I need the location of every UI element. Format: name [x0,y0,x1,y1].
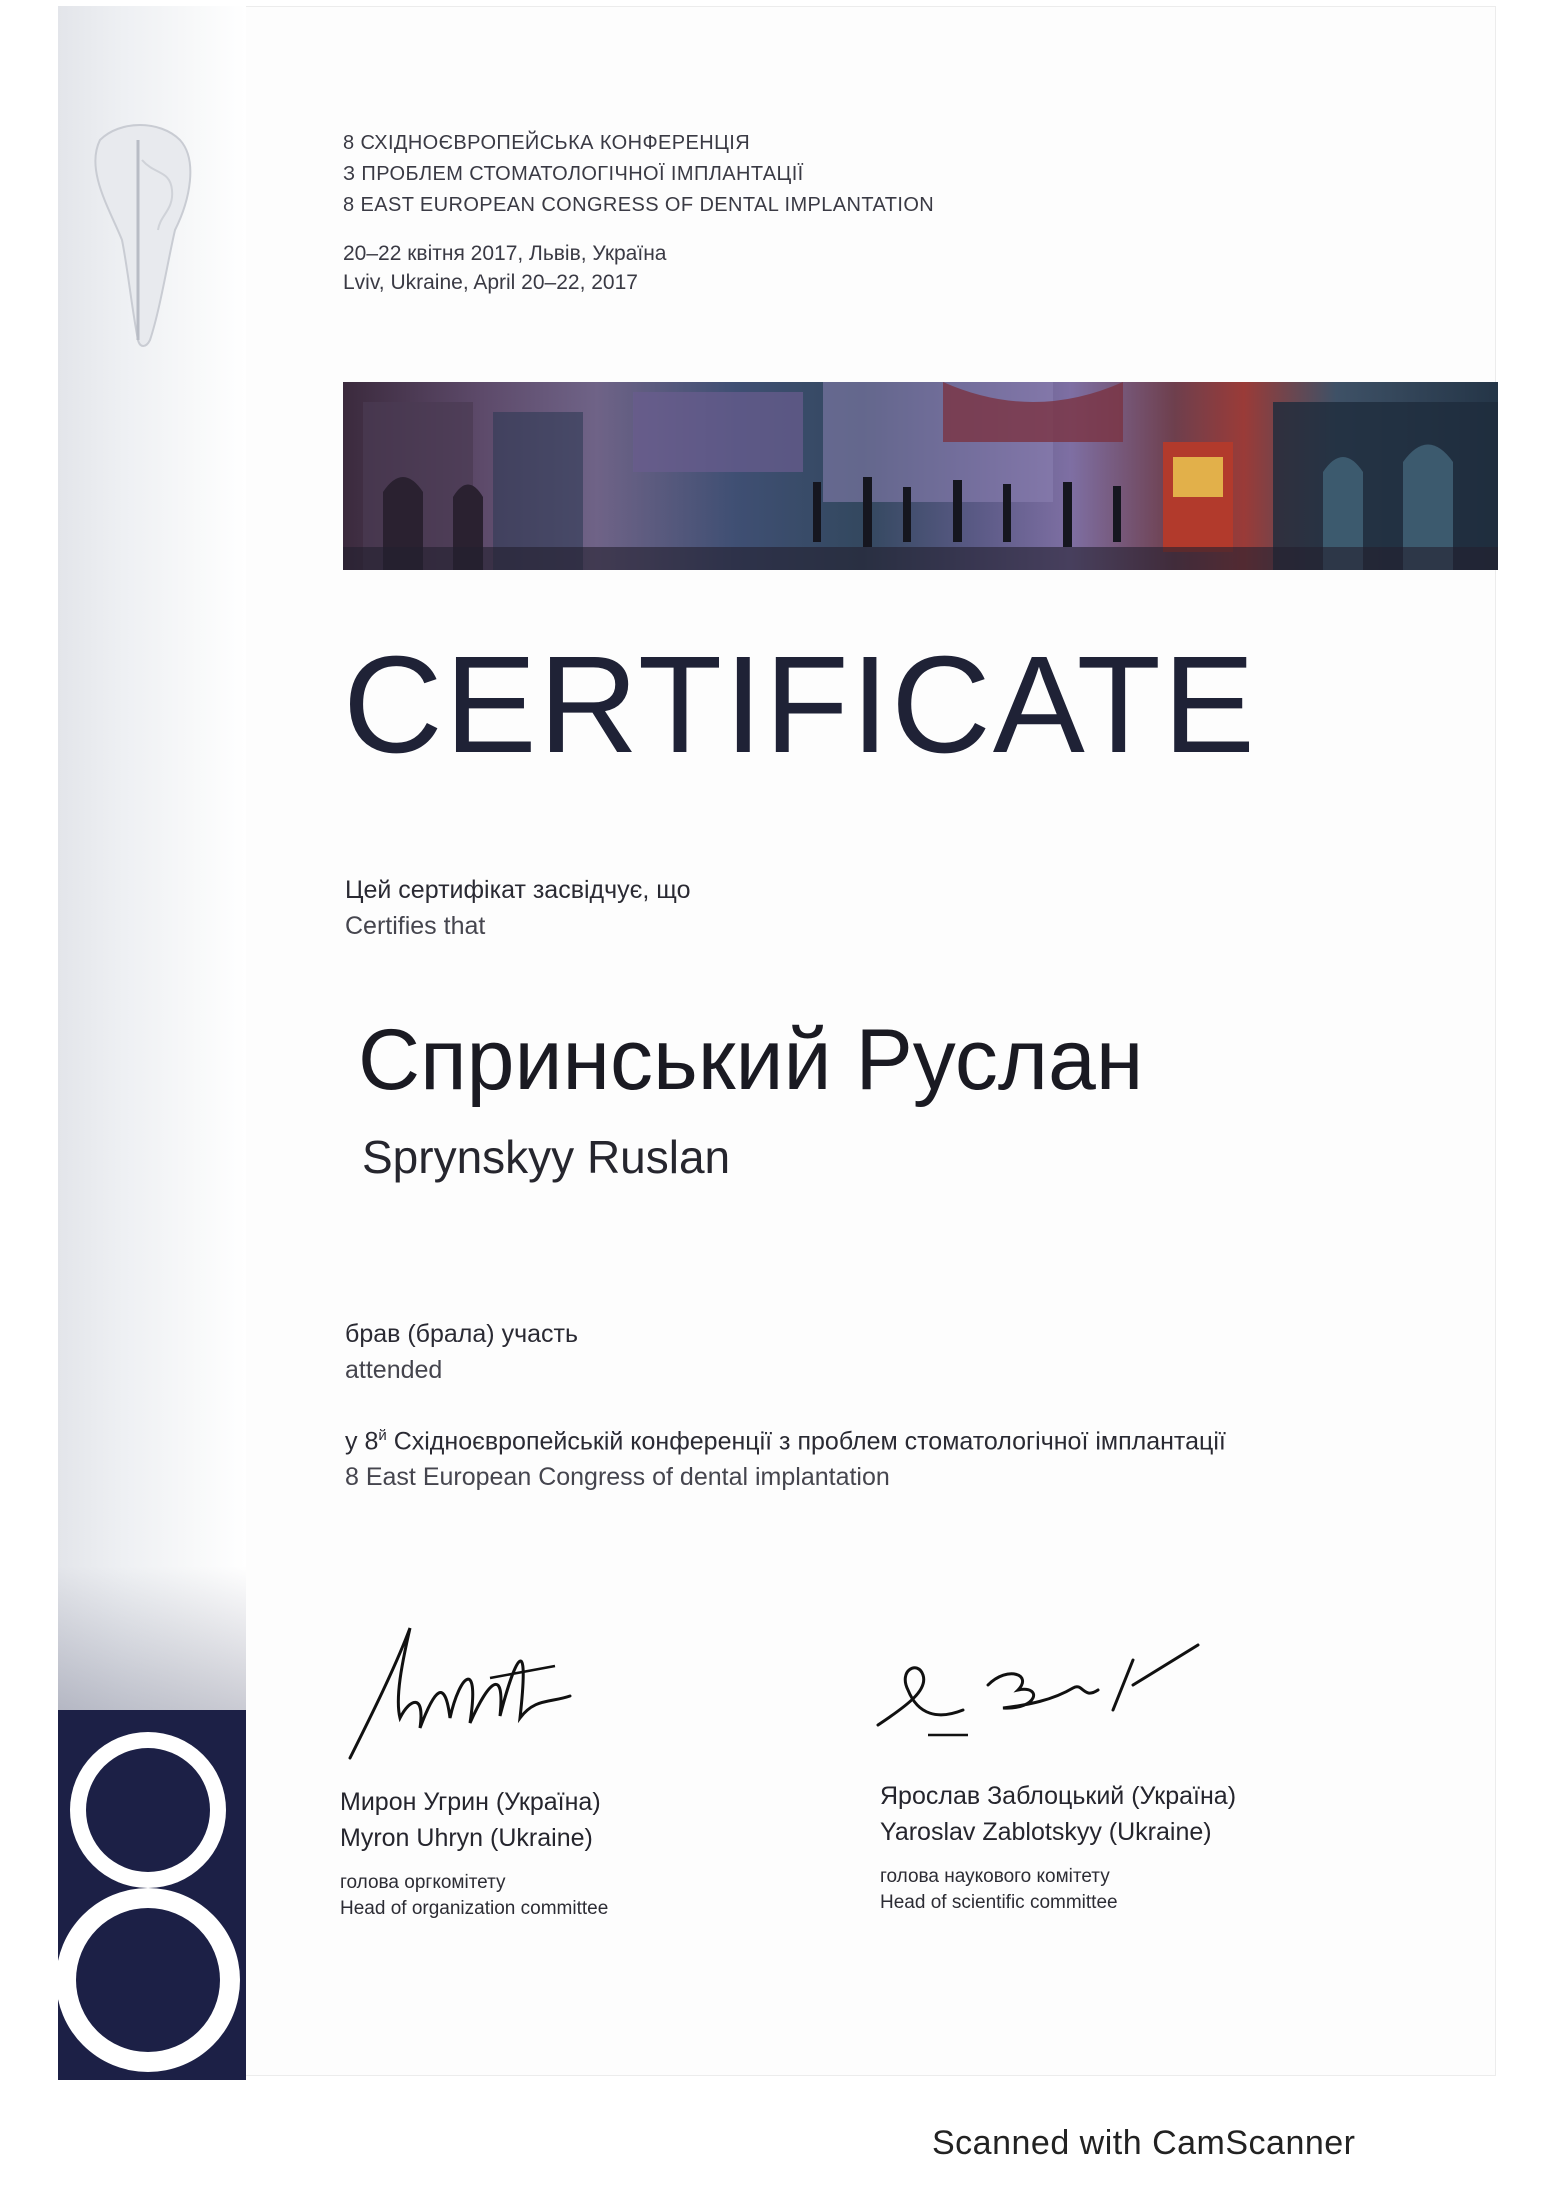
signatory-2-name-en: Yaroslav Zablotskyy (Ukraine) [880,1818,1212,1846]
signatory-2 [880,1778,1236,1916]
tooth-logo-icon [80,120,200,350]
camscanner-watermark: Scanned with CamScanner [932,2124,1356,2162]
header-line-ua-1: 8 СХІДНОЄВРОПЕЙСЬКА КОНФЕРЕНЦІЯ [343,132,751,154]
certifies-block [345,872,691,944]
signatory-1 [340,1784,608,1922]
header-line-ua-2: З ПРОБЛЕМ СТОМАТОЛОГІЧНОЇ ІМПЛАНТАЦІЇ [343,163,804,185]
header-line-en: 8 EAST EUROPEAN CONGRESS OF DENTAL IMPLANTATION [343,194,935,216]
date-en: Lviv, Ukraine, April 20–22, 2017 [343,271,638,294]
recipient-name-en: Sprynskyy Ruslan [362,1131,731,1183]
city-painting-banner [343,382,1498,570]
certifies-en: Certifies that [345,912,486,940]
attended-en: attended [345,1356,443,1384]
conference-header [343,128,1343,297]
signatory-1-role-ua: голова оргкомітету [340,1872,506,1893]
certifies-ua: Цей сертифікат засвідчує, що [345,876,691,904]
attended-block [345,1316,578,1388]
eight-logo-icon [58,1710,246,2080]
recipient-name-ua: Спринський Руслан [358,1012,1144,1108]
date-ua: 20–22 квітня 2017, Львів, Україна [343,242,667,265]
event-ua: у $8^й$ Східноєвропейській конференції з проблем стоматологічної імплантації [345,1427,1226,1456]
signatory-2-role-ua: голова наукового комітету [880,1866,1110,1887]
signatory-1-name-ua: Мирон Угрин (Україна) [340,1788,601,1816]
signatory-1-name-en: Myron Uhryn (Ukraine) [340,1824,593,1852]
attended-ua: брав (брала) участь [345,1320,578,1348]
event-block [345,1418,1495,1495]
signatory-2-name-ua: Ярослав Заблоцький (Україна) [880,1782,1237,1810]
signatory-2-role-en: Head of scientific committee [880,1892,1118,1913]
certificate-title: CERTIFICATE [343,628,1257,782]
event-en: 8 East European Congress of dental implantation [345,1463,890,1492]
signatory-1-role-en: Head of organization committee [340,1898,609,1919]
signature-uhryn [340,1618,580,1768]
